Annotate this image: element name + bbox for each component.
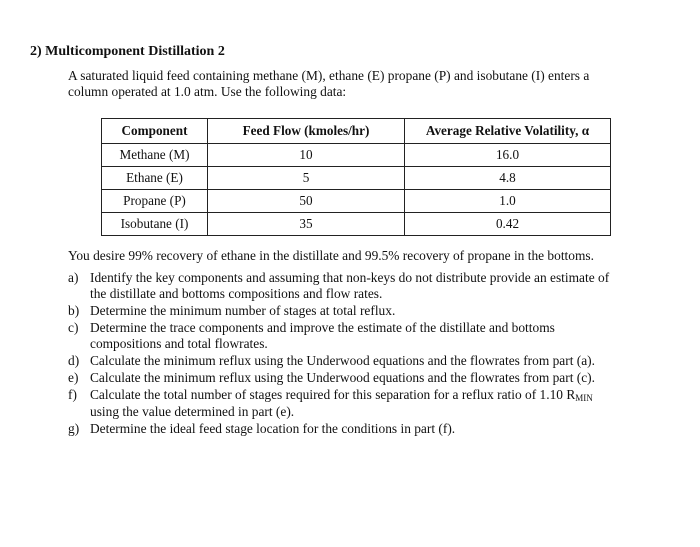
part-text: Calculate the minimum reflux using the Underwood equations and the flowrates from part (a). [90, 353, 595, 368]
cell-component: Isobutane (I) [102, 213, 208, 236]
part-text: Calculate the total number of stages required for this separation for a reflux ratio of 1.10 R [90, 387, 576, 402]
part-text: the distillate and bottoms compositions and flow rates. [90, 286, 383, 301]
question-part [68, 303, 658, 319]
table-row [102, 213, 611, 236]
cell-volatility: 0.42 [405, 213, 611, 236]
cell-feed-flow: 5 [208, 167, 405, 190]
table-row [102, 144, 611, 167]
question-part [68, 370, 658, 386]
part-marker: d) [68, 353, 80, 368]
intro-line: column operated at 1.0 atm. Use the following data: [68, 84, 347, 99]
rmin-subscript: MIN [575, 393, 593, 403]
header-relative-volatility: Average Relative Volatility, α [405, 119, 611, 144]
header-feed-flow: Feed Flow (kmoles/hr) [208, 119, 405, 144]
part-text-line [90, 387, 658, 404]
cell-component: Ethane (E) [102, 167, 208, 190]
part-text: Determine the trace components and improve the estimate of the distillate and bottoms [90, 320, 555, 335]
part-text: using the value determined in part (e). [90, 404, 295, 419]
part-text: compositions and total flowrates. [90, 336, 268, 351]
problem-heading: 2) Multicomponent Distillation 2 [30, 44, 225, 59]
cell-volatility: 16.0 [405, 144, 611, 167]
cell-component: Methane (M) [102, 144, 208, 167]
header-component: Component [102, 119, 208, 144]
table-header-row [102, 119, 611, 144]
part-text: Determine the minimum number of stages at total reflux. [90, 303, 396, 318]
part-text: Determine the ideal feed stage location for the conditions in part (f). [90, 421, 456, 436]
part-marker: f) [68, 387, 77, 402]
question-part [68, 270, 658, 302]
question-part [68, 421, 658, 437]
part-marker: c) [68, 320, 79, 335]
part-marker: a) [68, 270, 79, 285]
question-parts-list [68, 270, 658, 438]
cell-feed-flow: 50 [208, 190, 405, 213]
intro-paragraph [68, 68, 668, 100]
question-part [68, 353, 658, 369]
component-data-table [101, 118, 611, 236]
question-part [68, 320, 658, 352]
cell-volatility: 1.0 [405, 190, 611, 213]
part-marker: b) [68, 303, 80, 318]
recovery-requirement: You desire 99% recovery of ethane in the distillate and 99.5% recovery of propane in the bottoms. [68, 248, 594, 263]
intro-line: A saturated liquid feed containing methane (M), ethane (E) propane (P) and isobutane (I) enters a [68, 68, 590, 83]
cell-component: Propane (P) [102, 190, 208, 213]
table-row [102, 167, 611, 190]
table-row [102, 190, 611, 213]
cell-feed-flow: 10 [208, 144, 405, 167]
cell-volatility: 4.8 [405, 167, 611, 190]
part-text: Calculate the minimum reflux using the Underwood equations and the flowrates from part (c). [90, 370, 595, 385]
question-part [68, 387, 658, 420]
part-marker: g) [68, 421, 80, 436]
cell-feed-flow: 35 [208, 213, 405, 236]
part-marker: e) [68, 370, 79, 385]
part-text: Identify the key components and assuming that non-keys do not distribute provide an estimate of [90, 270, 610, 285]
